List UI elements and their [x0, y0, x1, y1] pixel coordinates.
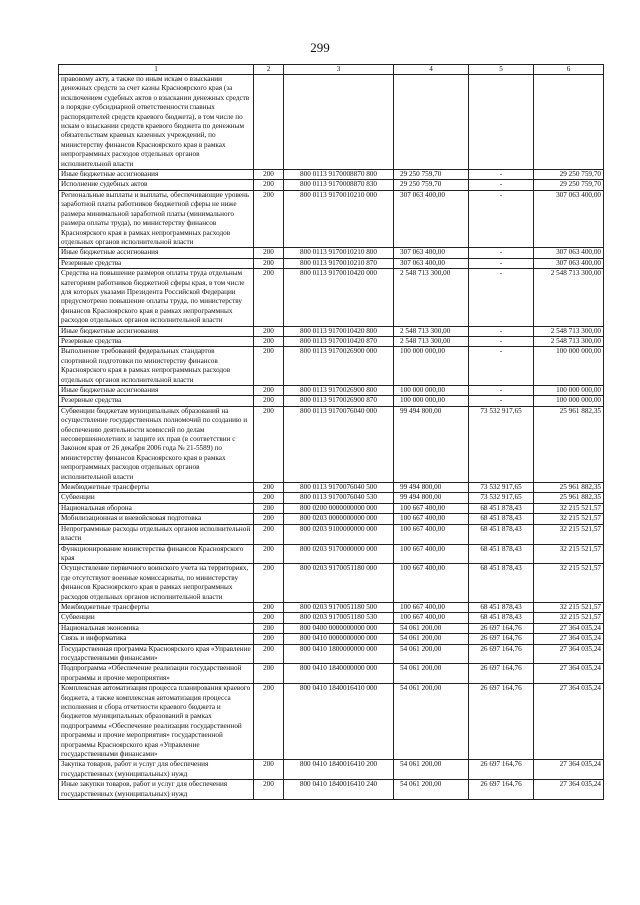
row-kbk-cell: 800 0113 9170008870 830	[284, 180, 394, 190]
row-executed-cell: -	[469, 170, 534, 180]
row-name-cell: Иные бюджетные ассигнования	[59, 326, 254, 336]
row-kbk-cell: 800 0410 1840016410 240	[284, 780, 394, 800]
row-kbk-cell: 800 0410 0000000000 000	[284, 634, 394, 644]
row-kbk-cell: 800 0203 9100000000 000	[284, 524, 394, 544]
budget-table	[58, 64, 604, 800]
row-name-cell: Мобилизационная и вневойсковая подготовка	[59, 514, 254, 524]
row-kbk-cell: 800 0410 1840016410 200	[284, 760, 394, 780]
row-executed-cell: 68 451 878,43	[469, 514, 534, 524]
column-header: 2	[254, 65, 284, 75]
row-code-cell: 200	[254, 396, 284, 406]
row-executed-cell: 68 451 878,43	[469, 602, 534, 612]
row-executed-cell: 26 697 164,76	[469, 623, 534, 633]
row-name-cell: Субвенции	[59, 613, 254, 623]
row-approved-cell: 2 548 713 300,00	[394, 326, 469, 336]
row-kbk-cell: 800 0113 9170010420 000	[284, 269, 394, 326]
row-approved-cell: 99 494 800,00	[394, 483, 469, 493]
row-remainder-cell: 29 250 759,70	[534, 180, 604, 190]
row-code-cell: 200	[254, 180, 284, 190]
row-code-cell: 200	[254, 684, 284, 760]
row-kbk-cell: 800 0113 9170026900 800	[284, 386, 394, 396]
row-code-cell: 200	[254, 544, 284, 564]
row-approved-cell: 54 061 200,00	[394, 634, 469, 644]
table-row	[59, 75, 604, 170]
row-code-cell: 200	[254, 386, 284, 396]
row-remainder-cell: 32 215 521,57	[534, 602, 604, 612]
row-approved-cell: 54 061 200,00	[394, 684, 469, 760]
row-executed-cell: -	[469, 326, 534, 336]
row-name-cell: Непрограммные расходы отдельных органов исполнительной власти	[59, 524, 254, 544]
row-name-cell: Иные бюджетные ассигнования	[59, 386, 254, 396]
row-remainder-cell: 32 215 521,57	[534, 564, 604, 603]
row-executed-cell: 68 451 878,43	[469, 503, 534, 513]
row-name-cell: Резервные средства	[59, 396, 254, 406]
row-remainder-cell: 25 961 882,35	[534, 483, 604, 493]
row-code-cell: 200	[254, 780, 284, 800]
row-name-cell: Межбюджетные трансферты	[59, 483, 254, 493]
table-row	[59, 760, 604, 780]
row-executed-cell: 73 532 917,65	[469, 406, 534, 482]
row-approved-cell: 99 494 800,00	[394, 406, 469, 482]
row-kbk-cell: 800 0410 1840016410 000	[284, 684, 394, 760]
row-code-cell: 200	[254, 248, 284, 258]
row-code-cell: 200	[254, 623, 284, 633]
row-code-cell: 200	[254, 664, 284, 684]
table-row	[59, 190, 604, 247]
row-code-cell: 200	[254, 602, 284, 612]
table-row	[59, 644, 604, 664]
row-kbk-cell: 800 0113 9170008870 800	[284, 170, 394, 180]
row-name-cell: Закупка товаров, работ и услуг для обеспечения государственных (муниципальных) нужд	[59, 760, 254, 780]
row-approved-cell: 2 548 713 300,00	[394, 269, 469, 326]
row-name-cell: Региональные выплаты и выплаты, обеспечивающие уровень заработной платы работников бюджетной сферы не ниже размера минимальной заработной платы (минимального размера оплаты труда), по министерству финансов Красноярского края в рамках непрограммных расходов отдельных органов исполнительной власти	[59, 190, 254, 247]
table-row	[59, 386, 604, 396]
row-kbk-cell: 800 0113 9170026900 870	[284, 396, 394, 406]
row-code-cell: 200	[254, 564, 284, 603]
row-name-cell: Межбюджетные трансферты	[59, 602, 254, 612]
row-approved-cell: 307 063 400,00	[394, 248, 469, 258]
table-header-row	[59, 65, 604, 75]
row-approved-cell: 307 063 400,00	[394, 258, 469, 268]
row-name-cell: Комплексная автоматизация процесса планирования краевого бюджета, а также комплексная автоматизация процесса исполнения и сбора отчетности краевого бюджета и бюджетов муниципальных образований в рамках подпрограммы «Обеспечение реализации государственной программы и прочие мероприятия» государственной программы Красноярского края «Управление государственными финансами»	[59, 684, 254, 760]
column-header: 1	[59, 65, 254, 75]
row-name-cell: Субвенции	[59, 493, 254, 503]
row-code-cell	[254, 75, 284, 170]
row-executed-cell	[469, 75, 534, 170]
row-executed-cell: 26 697 164,76	[469, 780, 534, 800]
row-remainder-cell: 25 961 882,35	[534, 406, 604, 482]
row-code-cell: 200	[254, 760, 284, 780]
row-kbk-cell: 800 0203 0000000000 000	[284, 514, 394, 524]
row-kbk-cell: 800 0400 0000000000 000	[284, 623, 394, 633]
table-row	[59, 634, 604, 644]
row-remainder-cell: 32 215 521,57	[534, 524, 604, 544]
table-row	[59, 564, 604, 603]
row-approved-cell: 100 667 400,00	[394, 524, 469, 544]
row-remainder-cell: 25 961 882,35	[534, 493, 604, 503]
row-name-cell: Осуществление первичного воинского учета на территориях, где отсутствуют военные комиссариаты, по министерству финансов Красноярского края в рамках непрограммных расходов отдельных органов исполнительной власти	[59, 564, 254, 603]
row-name-cell: Средства на повышение размеров оплаты труда отдельным категориям работников бюджетной сферы края, в том числе для которых указами Президента Российской Федерации предусмотрено повышение оплаты труда, по министерству финансов Красноярского края в рамках непрограммных расходов отдельных органов исполнительной власти	[59, 269, 254, 326]
row-kbk-cell	[284, 75, 394, 170]
row-executed-cell: 68 451 878,43	[469, 564, 534, 603]
table-row	[59, 684, 604, 760]
row-code-cell: 200	[254, 190, 284, 247]
row-executed-cell: 68 451 878,43	[469, 613, 534, 623]
row-approved-cell: 100 667 400,00	[394, 544, 469, 564]
row-kbk-cell: 800 0203 9170051180 530	[284, 613, 394, 623]
row-code-cell: 200	[254, 613, 284, 623]
column-header: 5	[469, 65, 534, 75]
table-row	[59, 664, 604, 684]
row-executed-cell: 73 532 917,65	[469, 483, 534, 493]
row-remainder-cell: 27 364 035,24	[534, 644, 604, 664]
table-row	[59, 406, 604, 482]
row-executed-cell: -	[469, 347, 534, 386]
row-remainder-cell: 32 215 521,57	[534, 613, 604, 623]
column-header: 3	[284, 65, 394, 75]
table-row	[59, 483, 604, 493]
row-name-cell: Государственная программа Красноярского края «Управление государственными финансами»	[59, 644, 254, 664]
row-executed-cell: -	[469, 396, 534, 406]
row-remainder-cell: 27 364 035,24	[534, 623, 604, 633]
row-name-cell: Подпрограмма «Обеспечение реализации государственной программы и прочие мероприятия»	[59, 664, 254, 684]
table-row	[59, 248, 604, 258]
table-row	[59, 180, 604, 190]
row-kbk-cell: 800 0410 1840000000 000	[284, 664, 394, 684]
row-approved-cell: 54 061 200,00	[394, 780, 469, 800]
row-approved-cell: 54 061 200,00	[394, 623, 469, 633]
row-kbk-cell: 800 0203 9170051180 000	[284, 564, 394, 603]
row-kbk-cell: 800 0113 9170076040 530	[284, 493, 394, 503]
row-approved-cell: 307 063 400,00	[394, 190, 469, 247]
row-approved-cell: 100 667 400,00	[394, 602, 469, 612]
row-remainder-cell: 32 215 521,57	[534, 544, 604, 564]
row-code-cell: 200	[254, 336, 284, 346]
row-remainder-cell: 27 364 035,24	[534, 760, 604, 780]
row-name-cell: Резервные средства	[59, 336, 254, 346]
column-header: 4	[394, 65, 469, 75]
row-executed-cell: 26 697 164,76	[469, 760, 534, 780]
row-remainder-cell: 27 364 035,24	[534, 634, 604, 644]
row-code-cell: 200	[254, 406, 284, 482]
row-remainder-cell: 2 548 713 300,00	[534, 269, 604, 326]
table-row	[59, 780, 604, 800]
row-remainder-cell: 307 063 400,00	[534, 190, 604, 247]
table-row	[59, 514, 604, 524]
row-executed-cell: 26 697 164,76	[469, 634, 534, 644]
row-kbk-cell: 800 0200 0000000000 000	[284, 503, 394, 513]
table-row	[59, 493, 604, 503]
row-remainder-cell: 100 000 000,00	[534, 347, 604, 386]
row-approved-cell: 54 061 200,00	[394, 644, 469, 664]
row-remainder-cell: 27 364 035,24	[534, 780, 604, 800]
table-row	[59, 623, 604, 633]
table-row	[59, 326, 604, 336]
row-kbk-cell: 800 0113 9170010210 800	[284, 248, 394, 258]
row-executed-cell: 26 697 164,76	[469, 644, 534, 664]
row-name-cell: Национальная экономика	[59, 623, 254, 633]
row-name-cell: Иные бюджетные ассигнования	[59, 248, 254, 258]
row-code-cell: 200	[254, 644, 284, 664]
table-row	[59, 544, 604, 564]
row-remainder-cell: 100 000 000,00	[534, 396, 604, 406]
row-name-cell: Связь и информатика	[59, 634, 254, 644]
row-remainder-cell: 100 000 000,00	[534, 386, 604, 396]
row-code-cell: 200	[254, 326, 284, 336]
row-remainder-cell	[534, 75, 604, 170]
table-row	[59, 347, 604, 386]
row-name-cell: Национальная оборона	[59, 503, 254, 513]
row-kbk-cell: 800 0113 9170010420 800	[284, 326, 394, 336]
table-row	[59, 613, 604, 623]
row-approved-cell: 100 667 400,00	[394, 503, 469, 513]
page-number: 299	[310, 40, 330, 55]
row-code-cell: 200	[254, 170, 284, 180]
row-kbk-cell: 800 0113 9170010210 000	[284, 190, 394, 247]
row-code-cell: 200	[254, 493, 284, 503]
row-approved-cell: 100 667 400,00	[394, 514, 469, 524]
row-executed-cell: 68 451 878,43	[469, 544, 534, 564]
row-kbk-cell: 800 0203 9170051180 500	[284, 602, 394, 612]
row-executed-cell: 26 697 164,76	[469, 684, 534, 760]
row-approved-cell: 100 667 400,00	[394, 613, 469, 623]
row-executed-cell: -	[469, 180, 534, 190]
row-kbk-cell: 800 0113 9170026900 000	[284, 347, 394, 386]
table-row	[59, 396, 604, 406]
row-approved-cell: 54 061 200,00	[394, 760, 469, 780]
row-executed-cell: -	[469, 248, 534, 258]
row-code-cell: 200	[254, 483, 284, 493]
row-kbk-cell: 800 0410 1800000000 000	[284, 644, 394, 664]
row-executed-cell: -	[469, 269, 534, 326]
table-row	[59, 258, 604, 268]
row-approved-cell: 29 250 759,70	[394, 180, 469, 190]
row-executed-cell: 26 697 164,76	[469, 664, 534, 684]
row-executed-cell: -	[469, 258, 534, 268]
row-remainder-cell: 32 215 521,57	[534, 503, 604, 513]
column-header: 6	[534, 65, 604, 75]
row-approved-cell	[394, 75, 469, 170]
row-approved-cell: 100 000 000,00	[394, 386, 469, 396]
row-code-cell: 200	[254, 258, 284, 268]
row-name-cell: Иные закупки товаров, работ и услуг для обеспечения государственных (муниципальных) нужд	[59, 780, 254, 800]
row-remainder-cell: 29 250 759,70	[534, 170, 604, 180]
row-code-cell: 200	[254, 524, 284, 544]
row-remainder-cell: 2 548 713 300,00	[534, 326, 604, 336]
row-executed-cell: 68 451 878,43	[469, 524, 534, 544]
row-name-cell: Выполнение требований федеральных стандартов спортивной подготовки по министерству финансов Красноярского края в рамках непрограммных расходов отдельных органов исполнительной власти	[59, 347, 254, 386]
row-kbk-cell: 800 0203 9170000000 000	[284, 544, 394, 564]
row-code-cell: 200	[254, 503, 284, 513]
table-body	[59, 75, 604, 800]
row-remainder-cell: 27 364 035,24	[534, 664, 604, 684]
row-name-cell: Субвенции бюджетам муниципальных образований на осуществление государственных полномочий по созданию и обеспечению деятельности комиссий по делам несовершеннолетних и защите их прав (в соответствии с Законом края от 26 декабря 2006 года № 21-5589) по министерству финансов Красноярского края в рамках непрограммных расходов отдельных органов исполнительной власти	[59, 406, 254, 482]
row-remainder-cell: 27 364 035,24	[534, 684, 604, 760]
table-row	[59, 524, 604, 544]
table-row	[59, 503, 604, 513]
row-name-cell: правовому акту, а также по иным искам о взыскании денежных средств за счет казны Красноярского края (за исключением судебных актов о взыскании денежных средств в порядке субсидиарной ответственности главных распорядителей средств краевого бюджета), в том числе по искам о взыскании средств краевого бюджета по денежным обязательствам краевых казенных учреждений, по министерству финансов Красноярского края в рамках непрограммных расходов отдельных органов исполнительной власти	[59, 75, 254, 170]
row-kbk-cell: 800 0113 9170076040 000	[284, 406, 394, 482]
row-approved-cell: 100 667 400,00	[394, 564, 469, 603]
row-remainder-cell: 307 063 400,00	[534, 258, 604, 268]
row-kbk-cell: 800 0113 9170076040 500	[284, 483, 394, 493]
row-code-cell: 200	[254, 347, 284, 386]
row-remainder-cell: 2 548 713 300,00	[534, 336, 604, 346]
row-code-cell: 200	[254, 634, 284, 644]
row-name-cell: Функционирование министерства финансов Красноярского края	[59, 544, 254, 564]
row-approved-cell: 100 000 000,00	[394, 396, 469, 406]
row-executed-cell: -	[469, 386, 534, 396]
row-approved-cell: 100 000 000,00	[394, 347, 469, 386]
row-kbk-cell: 800 0113 9170010210 870	[284, 258, 394, 268]
row-approved-cell: 99 494 800,00	[394, 493, 469, 503]
row-name-cell: Исполнение судебных актов	[59, 180, 254, 190]
row-name-cell: Иные бюджетные ассигнования	[59, 170, 254, 180]
row-approved-cell: 54 061 200,00	[394, 664, 469, 684]
row-kbk-cell: 800 0113 9170010420 870	[284, 336, 394, 346]
row-executed-cell: -	[469, 190, 534, 247]
row-approved-cell: 2 548 713 300,00	[394, 336, 469, 346]
row-remainder-cell: 32 215 521,57	[534, 514, 604, 524]
row-approved-cell: 29 250 759,70	[394, 170, 469, 180]
row-name-cell: Резервные средства	[59, 258, 254, 268]
row-executed-cell: -	[469, 336, 534, 346]
table-row	[59, 336, 604, 346]
table-row	[59, 602, 604, 612]
table-row	[59, 269, 604, 326]
row-code-cell: 200	[254, 269, 284, 326]
row-remainder-cell: 307 063 400,00	[534, 248, 604, 258]
row-code-cell: 200	[254, 514, 284, 524]
row-executed-cell: 73 532 917,65	[469, 493, 534, 503]
table-row	[59, 170, 604, 180]
